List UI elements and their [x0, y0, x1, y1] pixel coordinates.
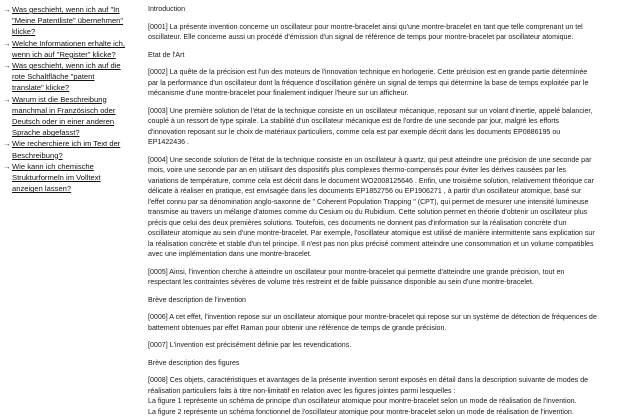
section-heading-breve-description-figures: Brève description des figures — [148, 358, 240, 367]
paragraph-0004: [0004] Une seconde solution de l'état de la technique consiste en un oscillateur à quartz, qui peut atteindre une précision de une seconde par mois, voire une seconde par an en utilisant des dispositifs plus complexes thermo-compensés pour éviter les dérives causées par les variations de température, comme cela est décrit dans le document WO2008125646 . Enfin, une troisième solution, relativement théorique car délicate à réaliser en pratique, est envisagée dans les documents EP1852756 ou EP1906271 , à partir d'un oscillateur atomique, basé sur l'effet connu par sa dénomination anglo-saxonne de " Coherent Population Trapping " (CPT), qui permet de mesurer une intensité lumineuse transmise au travers un mélange d'atomes comme du Cesium ou du Rubidium. Cette solution permet en théorie d'obtenir un oscillateur plus précis que celui des deux premières solutions. Toutefois, ces documents ne donnent pas d'information sur la réalisation concrète d'un oscillateur atomique au sein d'une montre-bracelet. Par exemple, l'oscillateur atomique est utilisé de manière intermittente sans explication sur la réalisation concrète et stable d'un tel principe. Il n'est pas non plus précisé comment atteindre une consommation et un volume compatibles avec une implémentation dans une montre-bracelet. — [148, 155, 595, 258]
faq-item — [3, 161, 139, 195]
arrow-right-icon: → — [3, 38, 11, 48]
section-heading-breve-description-invention: Brève description de l'invention — [148, 295, 246, 304]
arrow-right-icon: → — [3, 161, 11, 171]
faq-link-text-recherche[interactable]: Wie recherchiere ich im Text der Beschreibung? — [12, 139, 121, 160]
description-content — [145, 0, 640, 420]
faq-item — [3, 38, 139, 60]
paragraph-0008: [0008] Ces objets, caractéristiques et avantages de la présente invention seront exposés en détail dans la description suivante de modes de réalisation particuliers faits à titre non-limitatif en relation avec les figures jointes parmi lesquelles : La figure 1 représente un schéma de principe d'un oscillateur atomique pour montre-bracelet selon un mode de réalisation de l'invention. La figure 2 représente un schéma fonctionnel de l'oscillateur atomique pour montre-bracelet selon un mode de réalisation de l'invention. — [148, 376, 589, 416]
faq-link-patent-translate[interactable]: Was geschieht, wenn ich auf die rote Schaltfläche "patent translate" klicke? — [12, 61, 121, 93]
faq-item — [3, 94, 139, 139]
paragraph-0003: [0003] Une première solution de l'état de la technique consiste en un oscillateur mécanique, reposant sur un volant d'inertie, appelé balancier, couplé à un ressort de type spirale. La stabilité d'un oscillateur mécanique est de l'ordre de une seconde par jour, malgré les efforts d'innovation reposant sur le choix de matériaux particuliers, comme cela est par exemple décrit dans les documents EP0886195 ou EP1422436 . — [148, 106, 593, 146]
faq-item — [3, 4, 139, 38]
faq-link-register[interactable]: Welche Informationen erhalte ich, wenn ich auf "Register" klicke? — [12, 38, 125, 59]
arrow-right-icon: → — [3, 139, 11, 149]
help-sidebar — [0, 0, 145, 420]
arrow-right-icon: → — [3, 5, 11, 14]
section-heading-introduction: Introduction — [148, 5, 186, 13]
paragraph-0007: [0007] L'invention est précisément définie par les revendications. — [148, 341, 352, 349]
faq-item — [3, 60, 139, 94]
faq-item — [3, 138, 139, 160]
faq-link-patentliste[interactable]: Was geschieht, wenn ich auf "In "Meine Patentliste" übernehmen" klicke? — [12, 5, 124, 37]
paragraph-0006: [0006] A cet effet, l'invention repose sur un oscillateur atomique pour montre-bracelet qui repose sur un système de détection de fréquences de battement obtenues par effet Raman pour obtenir une référence de temps de grande précision. — [148, 313, 597, 332]
arrow-right-icon: → — [3, 94, 11, 104]
paragraph-0001: [0001] La présente invention concerne un oscillateur pour montre-bracelet ainsi qu'une montre-bracelet en tant que telle comprenant un tel oscillateur. Elle concerne aussi un procédé d'émission d'un signal de référence de temps pour montre-bracelet par oscillateur atomique. — [148, 22, 583, 41]
paragraph-0002: [0002] La quête de la précision est l'un des moteurs de l'innovation technique en horlogerie. Cette précision est en grande partie déterminée par la performance d'un oscillateur dont la fréquence d'oscillation génère un signal de temps qui détermine la base de temps exploitée par le mécanisme d'une montre-bracelet pour finalement indiquer l'heure sur un afficheur. — [148, 68, 589, 97]
paragraph-0005: [0005] Ainsi, l'invention cherche à atteindre un oscillateur pour montre-bracelet qui permette d'atteindre une grande précision, tout en respectant les contraintes sévères de volume très restreint et de faible puissance disponible au sein d'une montre-bracelet. — [148, 267, 565, 286]
arrow-right-icon: → — [3, 61, 11, 71]
section-heading-etat-de-lart: Etat de l'Art — [148, 50, 185, 59]
faq-link-beschreibung-sprache[interactable]: Warum ist die Beschreibung manchmal in Französisch oder Deutsch oder in einer anderen Sprache abgefasst? — [12, 94, 116, 138]
faq-link-strukturformeln[interactable]: Wie kann ich chemische Strukturformeln im Volltext anzeigen lassen? — [12, 161, 101, 194]
